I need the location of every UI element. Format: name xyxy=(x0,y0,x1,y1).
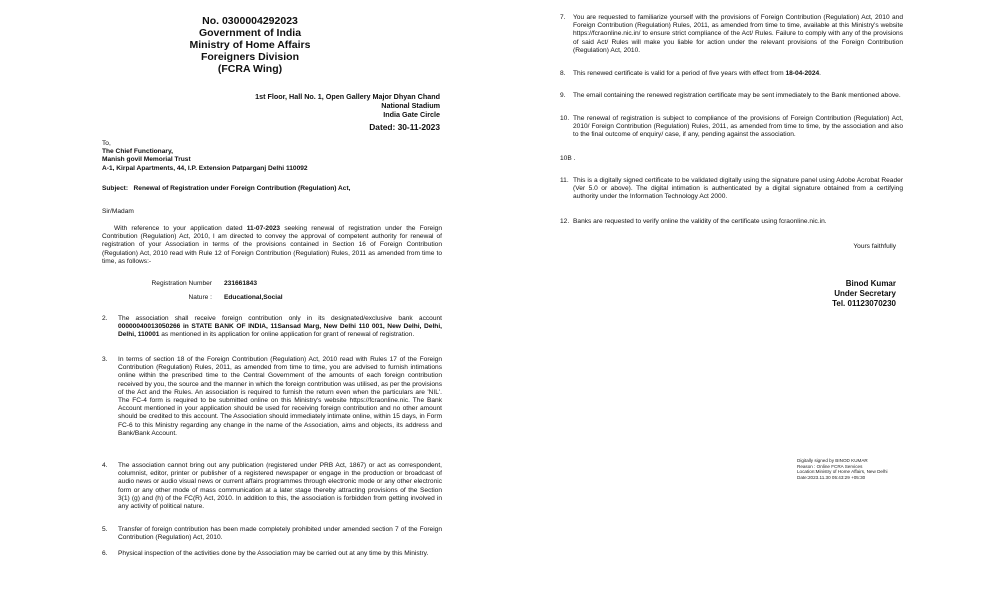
point-3-text: In terms of section 18 of the Foreign Contribution (Regulation) Act, 2010 read with Rules 17 of the Foreign Contribution (Regulation) Rules, 2011, as amended from time to time, you are advised to furnish intimations online within the prescribed time to the Central Government of the amounts of each foreign contribution received by you, the source and the manner in which the foreign contribution was utilised, as per the provisions of the Act and the Rules. An association is required to furnish the return even when the particulars are 'NIL'. The FC-4 form is required to be submitted online on this Ministry's website https://fcraonline.nic. The Bank Account mentioned in your application should be used for receiving foreign contribution and no other amount should be credited to this account. The Association should immediately intimate online, within 15 days, in Form FC-6 to this Ministry regarding any change in the name of the Association, aims and objects, its address and Bank/Bank Account. xyxy=(118,356,442,437)
point-text: as mentioned in its application for online application for grant of renewal of registration. xyxy=(159,331,415,339)
point-10-text: The renewal of registration is subject to compliance of the provisions of Foreign Contribution (Regulation) Act, 2010/ Foreign Contribution (Regulation) Rules, 2011, as amended from time to time, by the association and also to the final outcome of enquiry/ case, if any, pending against the association. xyxy=(573,115,903,139)
point-number: 12. xyxy=(560,218,570,225)
registration-number-value: 231661843 xyxy=(224,280,258,287)
header-division: Foreigners Division xyxy=(200,51,300,63)
office-address xyxy=(230,92,440,119)
point-7-text: You are requested to familiarize yourself with the provisions of Foreign Contribution (Regulation) Act, 2010 and Foreign Contribution (Regulation) Rules, 2011, as amended from time to time, available at this Ministry's website https://fcraonline.nic.in/ to ensure strict compliance of the Act/ Rules. Failure to comply with any of the provisions of said Act/ Rules will make you liable for action under the relevant provisions of the Foreign Contribution (Regulation) Act, 2010. xyxy=(573,14,903,54)
application-date: 11-07-2023 xyxy=(246,225,281,232)
closing-text: Yours faithfully xyxy=(853,243,896,250)
point-number: 9. xyxy=(560,92,566,99)
nature-label: Nature : xyxy=(188,294,212,301)
letter-number: No. 0300004292023 xyxy=(202,15,298,27)
signatory-title: Under Secretary xyxy=(834,289,896,298)
point-number: 5. xyxy=(102,526,108,533)
digital-signature-line: Digitally signed by BINOD KUMAR xyxy=(797,458,868,463)
header-government: Government of India xyxy=(198,27,302,39)
intro-text: seeking renewal of registration under the Foreign Contribution (Regulation) Act, 2010, I am directed to convey the approval of competent authority for renewal of registration of your Association in terms of the provisions contained in Section 16 of Foreign Contribution (Regulation) Act, 2010 read with Rule 12 of Foreign Contribution (Regulation) Rules, 2011 as amended from time to time, as follows:- xyxy=(102,225,442,265)
recipient-to: To, xyxy=(102,140,111,147)
point-number: 11. xyxy=(560,177,569,184)
digital-signature-line: Date:2023.11.30 05:43:29 +05:30 xyxy=(797,474,866,480)
point-6-text: Physical inspection of the activities done by the Association may be carried out at any time by this Ministry. xyxy=(118,550,429,557)
letter-page-2 xyxy=(500,0,1000,600)
signatory-name: Binod Kumar xyxy=(845,279,896,288)
point-11-text: This is a digitally signed certificate to be validated digitally using the signature panel using Adobe Acrobat Reader (Ver 5.0 or above). The digital intimation is authenticated by a digital signature obtained from a certifying authority under the Information Technology Act 2000. xyxy=(573,177,903,201)
header-ministry: Ministry of Home Affairs xyxy=(189,39,311,51)
recipient-org: Manish govil Memorial Trust xyxy=(102,156,191,164)
point-2-text xyxy=(118,315,442,340)
digital-signature-stamp xyxy=(797,458,907,480)
recipient-block xyxy=(102,140,462,173)
subject-text: Renewal of Registration under Foreign Contribution (Regulation) Act, xyxy=(133,185,351,192)
point-number: 6. xyxy=(102,550,108,557)
intro-text: With reference to your application dated xyxy=(114,225,247,232)
registration-number-label: Registration Number xyxy=(151,280,212,287)
point-text: The association shall receive foreign contribution only in its designated/exclusive bank account xyxy=(118,315,442,322)
digital-signature-line: Location:Ministry of Home Affairs, New Delhi xyxy=(797,469,888,475)
letter-date: Dated: 30-11-2023 xyxy=(369,122,440,132)
nature-value: Educational,Social xyxy=(224,294,283,301)
point-4-text: The association cannot bring out any publication (registered under PRB Act, 1867) or act as correspondent, columnist, editor, printer or publisher of a registered newspaper or engage in the production or broadcast of audio news or audio visual news or current affairs programmes through electronic mode or any other electronic form or any other mode of mass communication at a later stage thereby attracting provisions of the Section 3(1) (g) and (h) of the FC(R) Act, 2010. In addition to this, the association is forbidden from getting involved in any activity of political nature. xyxy=(118,462,442,511)
point-12-text: Banks are requested to verify online the validity of the certificate using fcraonline.nic.in. xyxy=(573,218,827,225)
point-number: 10. xyxy=(560,115,570,122)
signatory-block xyxy=(740,279,896,309)
recipient-title: The Chief Functionary, xyxy=(102,148,173,156)
point-8-text xyxy=(573,70,903,78)
signatory-phone: Tel. 01123070230 xyxy=(832,299,896,308)
address-line: India Gate Circle xyxy=(383,110,440,119)
digital-signature-line: Reason : Online FCRA Services xyxy=(797,463,863,469)
point-number: 4. xyxy=(102,462,108,469)
point-text: . xyxy=(819,70,822,77)
point-number: 2. xyxy=(102,315,108,322)
address-line: National Stadium xyxy=(381,101,440,110)
salutation: Sir/Madam xyxy=(102,208,134,215)
point-number: 7. xyxy=(560,14,566,21)
point-9-text: The email containing the renewed registration certificate may be sent immediately to the Bank mentioned above. xyxy=(573,92,901,99)
letter-header xyxy=(180,15,320,75)
bank-account-details: 00000040013050266 in STATE BANK OF INDIA, 11Sansad Marg, New Delhi 110 001, New Delhi, Delhi, Delhi, 110001 xyxy=(118,323,442,339)
point-10b: 10B . xyxy=(560,155,576,162)
address-line: 1st Floor, Hall No. 1, Open Gallery Major Dhyan Chand xyxy=(255,92,440,101)
validity-date: 18-04-2024 xyxy=(785,70,820,77)
point-number: 3. xyxy=(102,356,108,363)
header-wing: (FCRA Wing) xyxy=(217,63,283,75)
subject-line xyxy=(102,185,482,193)
point-text: This renewed certificate is valid for a period of five years with effect from xyxy=(573,70,786,77)
subject-label: Subject: xyxy=(102,185,129,192)
point-5-text: Transfer of foreign contribution has been made completely prohibited under amended section 7 of the Foreign Contribution (Regulation) Act, 2010. xyxy=(118,526,442,542)
intro-paragraph xyxy=(102,225,442,266)
recipient-address: A-1, Kirpal Apartments, 44, I.P. Extension Patparganj Delhi 110092 xyxy=(102,164,308,172)
point-number: 8. xyxy=(560,70,566,77)
